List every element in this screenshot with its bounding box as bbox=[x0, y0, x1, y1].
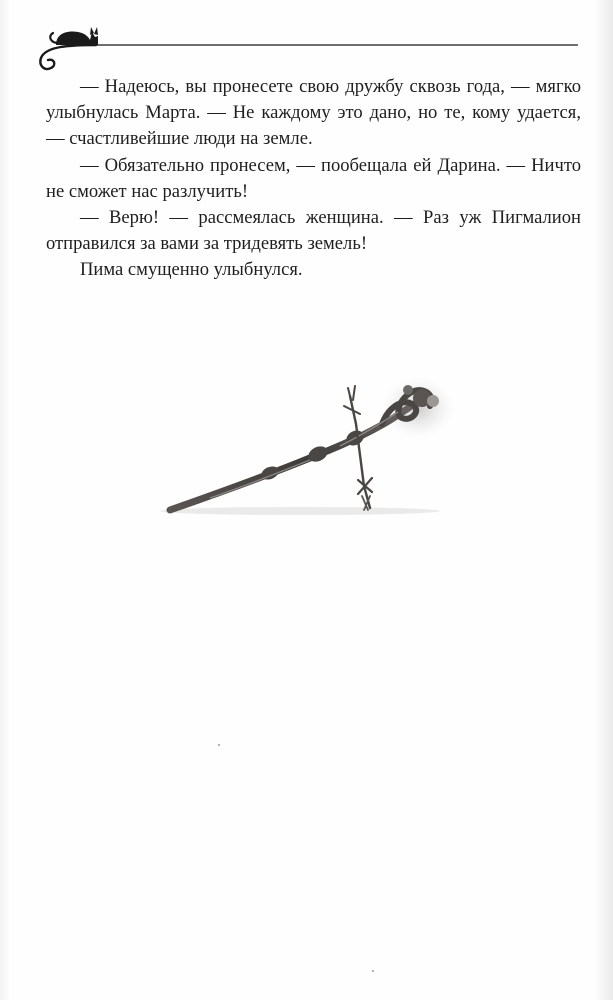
paragraph-darina: — Обязательно пронесем, — пообещала ей Дарина. — Ничто не сможет нас разлучить! bbox=[46, 154, 581, 202]
paper-speck bbox=[218, 744, 220, 746]
page-gutter-shade bbox=[0, 0, 10, 1000]
paper-speck bbox=[372, 970, 374, 972]
page-edge-shade bbox=[595, 0, 613, 1000]
paragraph-woman: — Верю! — рассмеялась женщина. — Раз уж Пигмалион отправился за вами за тридевять земель! bbox=[46, 207, 581, 255]
paragraph-marta: — Надеюсь, вы пронесете свою дружбу сквозь года, — мягко улыбнулась Марта. — Не каждому это дано, но те, кому удается, — счастливейшие люди на земле. bbox=[46, 76, 581, 150]
story-text bbox=[46, 74, 581, 284]
cat-on-curled-line-icon bbox=[26, 14, 586, 78]
paragraph-pima: Пима смущенно улыбнулся. bbox=[80, 259, 303, 281]
magic-staff-icon bbox=[150, 368, 460, 528]
